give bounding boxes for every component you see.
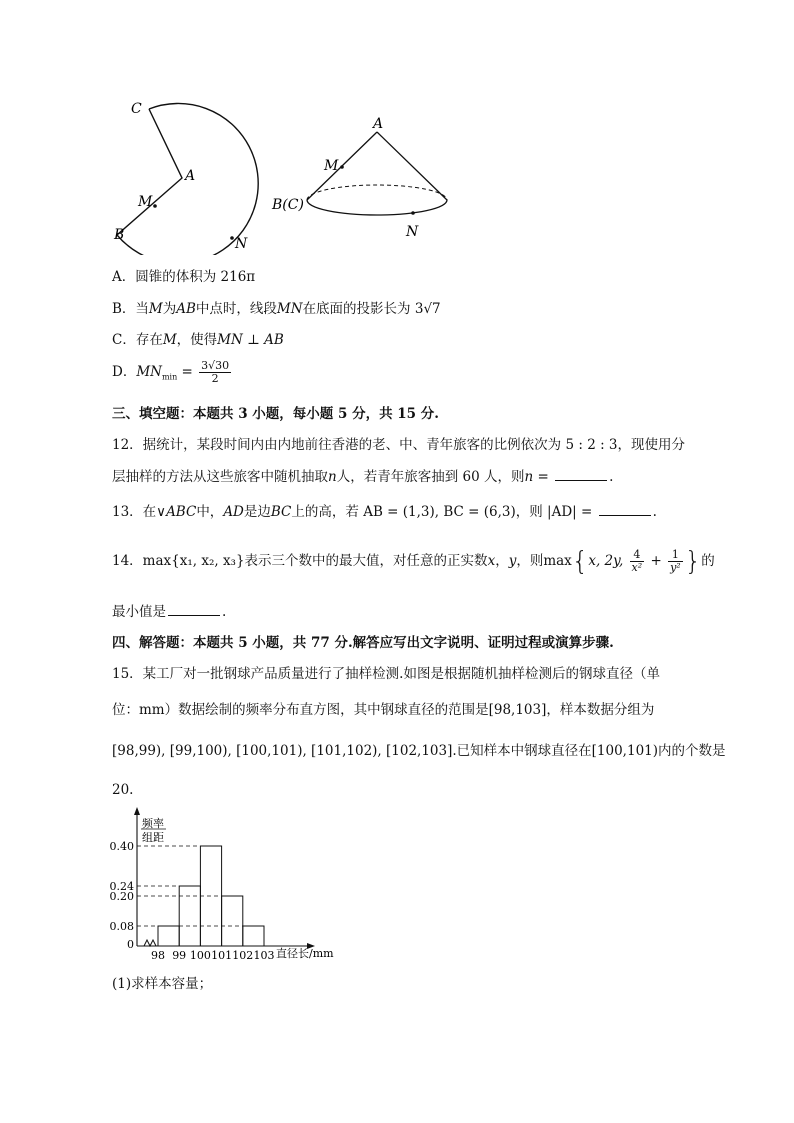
x-tick-label: 101 (211, 949, 233, 962)
y-tick-label: 0 (127, 938, 134, 951)
q13-answer-blank[interactable] (599, 503, 651, 516)
y-tick-label: 0.20 (109, 890, 134, 903)
cone-base-front (307, 200, 447, 215)
label-m: M (138, 194, 153, 210)
label-c: C (131, 101, 142, 117)
axis-break (144, 940, 156, 946)
y-tick-label: 0.24 (109, 880, 134, 893)
q15-line1: 15．某工厂对一批钢球产品质量进行了抽样检测.如图是根据随机抽样检测后的钢球直径（单 (112, 666, 660, 682)
label-n: N (235, 236, 248, 252)
q14-line2: 最小值是 . (112, 604, 227, 620)
q12-line2: 层抽样的方法从这些旅客中随机抽取n人，若青年旅客抽到 60 人，则n = . (112, 469, 614, 485)
label-b: B (114, 227, 125, 243)
q15-line2: 位：mm）数据绘制的频率分布直方图，其中钢球直径的范围是[98,103]，样本数据分组为 (112, 702, 655, 718)
cone-figure (270, 112, 460, 242)
q13-line: 13．在∨ABC中，AD是边BC上的高，若 AB = (1,3), BC = (6,3)，则 |AD| = . (112, 504, 657, 520)
y-axis-arrow (134, 807, 140, 815)
q12-line1: 12．据统计，某段时间内由内地前往香港的老、中、青年旅客的比例依次为 5 : 2 : 3，现使用分 (112, 437, 685, 453)
q15-line3: [98,99), [99,100), [100,101), [101,102), [102,103].已知样本中钢球直径在[100,101)内的个数是 (112, 743, 726, 759)
q12-answer-blank[interactable] (555, 468, 607, 481)
option-c: C．存在M，使得MN ⊥ AB (112, 332, 284, 348)
histogram-bar (243, 926, 264, 946)
histogram-bar (158, 926, 179, 946)
x-tick-label: 98 (151, 949, 165, 962)
x-tick-label: 102 (232, 949, 254, 962)
x-tick-label: 100 (189, 949, 211, 962)
histogram-bar (179, 886, 200, 946)
frequency-histogram (108, 805, 358, 970)
q14-answer-blank[interactable] (168, 603, 220, 616)
option-b: B．当M为AB中点时，线段MN在底面的投影长为 3√7 (112, 301, 441, 317)
point-m-dot (153, 204, 157, 208)
cone-point-m (340, 165, 344, 169)
d-fraction: $\frac{3√30}{2}$ (201, 359, 230, 385)
q15-subquestion-1: (1)求样本容量； (112, 976, 213, 992)
histogram-bar (222, 896, 243, 946)
option-a: A．圆锥的体积为 216π (112, 269, 256, 285)
cone-point-n (411, 211, 415, 215)
label-a: A (185, 168, 196, 184)
x-axis-label: 直径长/mm (276, 947, 334, 960)
svg-text:B(C): B(C) (272, 197, 304, 213)
x-tick-label: 99 (172, 949, 187, 962)
section-4-heading: 四、解答题：本题共 5 小题，共 77 分.解答应写出文字说明、证明过程或演算步骤. (112, 635, 614, 651)
section-3-heading: 三、填空题：本题共 3 小题，每小题 5 分，共 15 分. (112, 406, 439, 422)
sector-figure (105, 95, 280, 255)
y-label-top: 频率 (142, 817, 164, 830)
svg-text:N: N (406, 224, 419, 240)
svg-text:A: A (373, 116, 384, 132)
svg-text:M: M (324, 158, 339, 174)
x-tick-label: 103 (253, 949, 275, 962)
y-label-bottom: 组距 (142, 831, 164, 844)
option-d: D．$MN_{min}$ = $\frac{3√30}{2}$ (112, 359, 230, 385)
y-tick-label: 0.40 (109, 840, 134, 853)
q15-line4: 20. (112, 782, 134, 798)
y-tick-label: 0.08 (109, 920, 134, 933)
point-n-dot (230, 236, 234, 240)
q14-line1: 14．max{x₁, x₂, x₃}表示三个数中的最大值，对任意的正实数x，y，则max{x, 2y, $\frac{4}{\text{x²}}$ + $\frac{1}{\text{y²}}$ }的 (112, 546, 715, 577)
cone-base-back (307, 185, 447, 200)
